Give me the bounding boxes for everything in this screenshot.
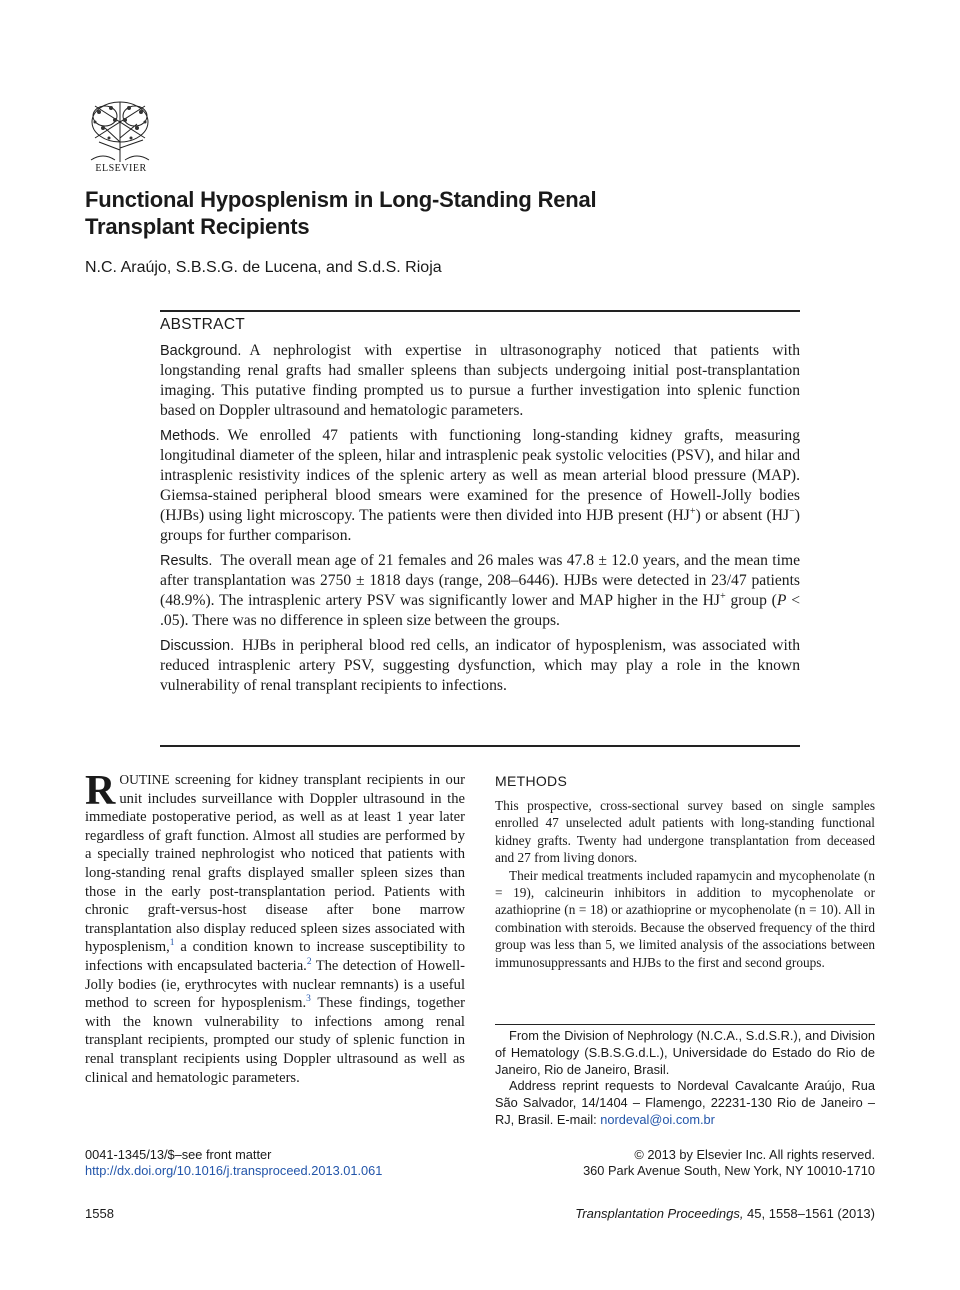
discussion-label: Discussion. [160, 638, 235, 654]
methods-paragraph-2: Their medical treatments included rapamycin and mycophenolate (n = 19), calcineurin inhibitors in addition to mycophenolate or azathioprine (n = 18) or azathioprine or mycophenolate (n = 10). All in combination with steroids. Because the observed frequency of the third group was less than 5, we limited analysis of the associations between immunosuppressants and HJBs to the first and second groups. [495, 867, 875, 970]
copyright-text: © 2013 by Elsevier Inc. All rights reserved. [634, 1147, 875, 1162]
results-text-2: group ( [725, 592, 777, 609]
results-text-3: < .05). There was no difference in spleen size between the groups. [160, 592, 800, 629]
results-sup: + [720, 590, 726, 602]
email-link[interactable]: nordeval@oi.com.br [600, 1111, 715, 1127]
methods-paragraph-1: This prospective, cross-sectional survey based on single samples enrolled 47 unselected adult patients with long-standing functional kidney grafts. Twenty had undergone transplantation from deceased and 27 from living donors. [495, 798, 875, 866]
abstract-section [160, 316, 800, 701]
article-title: Functional Hyposplenism in Long-Standing Renal Transplant Recipients [85, 187, 597, 239]
page-number: 1558 [85, 1206, 114, 1221]
abstract-bottom-rule [160, 745, 800, 747]
publisher-address: 360 Park Avenue South, New York, NY 10010-1710 [583, 1163, 875, 1178]
article-authors: N.C. Araújo, S.B.S.G. de Lucena, and S.d.S. Rioja [85, 259, 442, 276]
affiliation-address [495, 1078, 875, 1128]
background-text: A nephrologist with expertise in ultrasonography noticed that patients with longstanding renal grafts had smaller spleens than subjects undergoing initial post-transplantation imaging. This putative finding prompted us to pursue a further investigation into splenic function based on Doppler ultrasound and hematologic parameters. [160, 342, 800, 419]
body-left-column [85, 768, 465, 1087]
affiliation-rule [495, 1024, 875, 1025]
copyright-block [583, 1147, 875, 1179]
abstract-background [160, 341, 800, 421]
affiliation-block [495, 1028, 875, 1129]
issn-text: 0041-1345/13/$–see front matter [85, 1147, 272, 1162]
abstract-top-rule [160, 310, 800, 312]
methods-heading: METHODS [495, 773, 568, 789]
abstract-discussion [160, 636, 800, 696]
publisher-logo-text: ELSEVIER [95, 163, 147, 174]
discussion-text: HJBs in peripheral blood red cells, an indicator of hyposplenism, was associated with reduced intrasplenic artery PSV, suggesting dysfunction, which may play a role in the known vulnerability of renal transplant recipients to infections. [160, 637, 800, 694]
abstract-methods [160, 426, 800, 546]
abstract-heading: ABSTRACT [160, 316, 246, 333]
intro-paragraph [85, 768, 465, 1087]
background-label: Background. [160, 343, 242, 359]
intro-text-2: a condition known to increase susceptibility to infections with encapsulated bacteria. [85, 939, 465, 974]
methods-text-3: ) groups for further comparison. [160, 507, 800, 544]
methods-text: We enrolled 47 patients with functioning long-standing kidney grafts, measuring longitudinal diameter of the spleen, hilar and intrasplenic peak systolic velocities (PSV), and hilar and intrasplenic resistivity indices of the splenic artery as well as mean arterial blood pressure (MAP). Giemsa-stained peripheral blood smears were examined for the presence of Howell-Jolly bodies (HJBs) using light microscopy. The patients were then divided into HJB present (HJ [160, 427, 800, 524]
intro-text-3: The detection of Howell-Jolly bodies (ie, erythrocytes with nuclear remnants) is a useful method to screen for hyposplenism. [85, 957, 465, 1012]
results-p: P [776, 592, 787, 609]
ref-link-3[interactable]: 3 [306, 994, 311, 1005]
issn-block [85, 1147, 382, 1179]
methods-label: Methods. [160, 428, 220, 444]
intro-smallcaps: OUTINE [119, 772, 170, 787]
intro-text-4: These findings, together with the known vulnerability to infections among renal transplant recipients, prompted our study of splenic function in renal transplant recipients using Doppler ultrasound as well as clinical and hematologic parameters. [85, 995, 465, 1086]
affiliation-from: From the Division of Nephrology (N.C.A., S.d.S.R.), and Division of Hematology (S.B.S.G.d.L.), Universidade do Estado do Rio de Janeiro, Rio de Janeiro, Brasil. [495, 1028, 875, 1077]
journal-name: Transplantation Proceedings, [575, 1206, 744, 1221]
address-text: Address reprint requests to Nordeval Cavalcante Araújo, Rua São Salvador, 14/1404 – Flamengo, 22231-130 Rio de Janeiro – RJ, Brasil. E-mail: [495, 1078, 875, 1127]
results-text: The overall mean age of 21 females and 26 males was 47.8 ± 12.0 years, and the mean time after transplantation was 2750 ± 1818 days (range, 208–6446). HJBs were detected in 23/47 patients (48.9%). The intrasplenic artery PSV was significantly lower and MAP higher in the HJ [160, 552, 800, 609]
dropcap: R [85, 768, 116, 814]
journal-volume: 45, 1558–1561 (2013) [743, 1206, 875, 1221]
methods-sup-plus: + [689, 505, 696, 517]
body-right-column [495, 771, 875, 971]
abstract-results [160, 551, 800, 631]
intro-text-1: screening for kidney transplant recipients in our unit includes surveillance with Doppler ultrasound in the immediate postoperative period, as well as at least 1 year later regardless of graft function. Almost all studies are performed by a specially trained nephrologist who noticed that patients with long-standing renal grafts displayed smaller spleen sizes than those in the early post-transplantation period. Patients with chronic graft-versus-host disease after bone marrow transplantation also display reduced spleen sizes associated with hyposplenism, [85, 772, 465, 956]
methods-text-2: ) or absent (HJ [695, 507, 790, 524]
ref-link-1[interactable]: 1 [169, 938, 175, 949]
doi-link[interactable]: http://dx.doi.org/10.1016/j.transproceed.2013.01.061 [85, 1163, 383, 1178]
journal-reference [575, 1206, 875, 1221]
results-label: Results. [160, 553, 213, 569]
ref-link-2[interactable]: 2 [306, 957, 312, 968]
methods-sup-minus: − [789, 505, 795, 517]
